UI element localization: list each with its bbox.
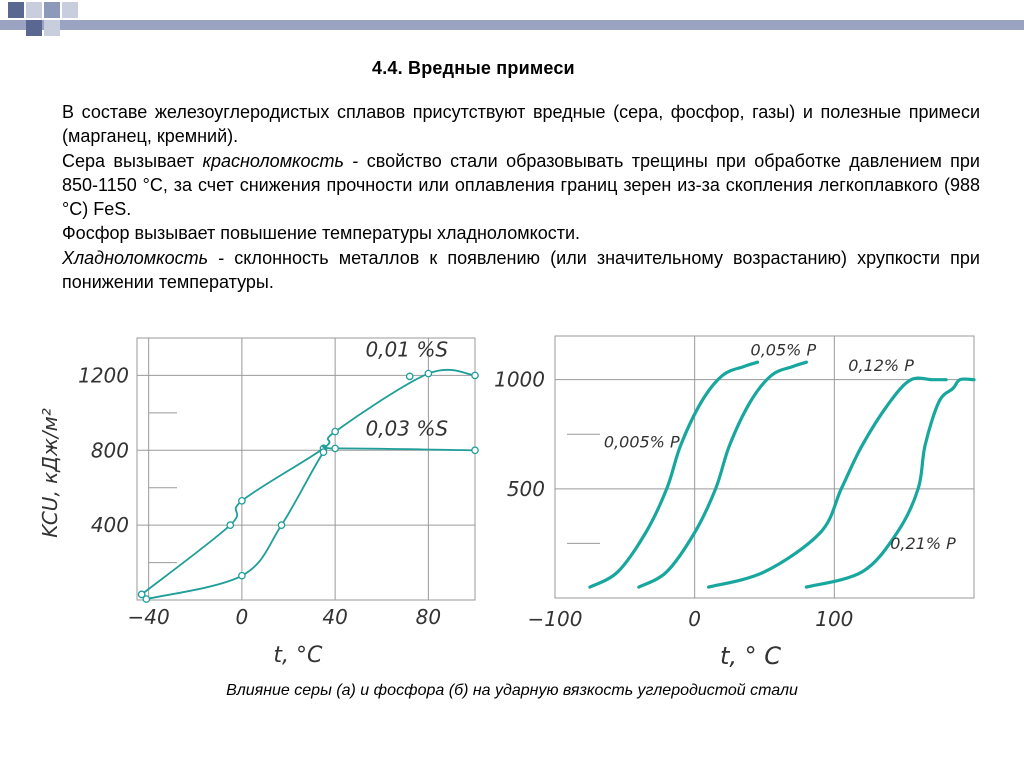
decor-square xyxy=(62,2,78,18)
data-point xyxy=(278,522,284,528)
x-axis-label: t, ° C xyxy=(720,642,782,670)
series-line xyxy=(806,379,974,587)
slide-title: 4.4. Вредные примеси xyxy=(372,58,575,78)
data-point xyxy=(227,522,233,528)
figure-caption: Влияние серы (а) и фосфора (б) на ударную вязкость углеродистой стали xyxy=(226,682,798,699)
paragraph-3: Фосфор вызывает повышение температуры хладноломкости. xyxy=(62,223,581,244)
slide-body xyxy=(62,100,980,294)
data-point xyxy=(239,572,245,578)
x-tick-label: 0 xyxy=(688,607,702,631)
decorative-top-bar xyxy=(0,0,1024,48)
x-tick-label: 100 xyxy=(815,607,854,631)
top-bar-line xyxy=(0,12,1024,30)
plot-frame xyxy=(137,338,475,600)
series-line xyxy=(590,362,758,587)
term-krasnolomkost: красноломкость xyxy=(202,150,344,171)
y-tick-label: 500 xyxy=(506,476,545,501)
x-axis-label: t, °C xyxy=(273,643,323,668)
data-point xyxy=(320,449,326,455)
x-tick-label: −40 xyxy=(127,605,170,629)
decor-square xyxy=(26,20,42,36)
data-point xyxy=(472,447,478,453)
paragraph-1: В составе железоуглеродистых сплавов присутствуют вредные (сера, фосфор, газы) и полезные примеси (марганец, кремний). xyxy=(62,102,980,147)
chart-phosphorus xyxy=(494,328,980,678)
paragraph-2-rest: - свойство стали образовывать трещины при обработке давлением при 850-1150 °С, за счет снижения прочности или оплавления границ зерен из-за скопления легкоплавкого (988 °С) FeS. xyxy=(62,150,980,220)
series-label: 0,005% P xyxy=(603,432,680,452)
data-point xyxy=(332,428,338,434)
data-point xyxy=(472,372,478,378)
paragraph-4-rest: - склонность металлов к появлению (или значительному возрастанию) хрупкости при понижении температуры. xyxy=(62,247,980,293)
y-tick-label: 1200 xyxy=(78,363,129,388)
paragraph-2-prefix: Сера вызывает xyxy=(62,150,203,171)
x-tick-label: 80 xyxy=(415,605,442,629)
data-point xyxy=(425,370,431,376)
series-line xyxy=(142,370,475,595)
series-label: 0,21% P xyxy=(890,533,956,553)
y-tick-label: 400 xyxy=(90,513,129,538)
y-axis-label: KCU, кДж/м² xyxy=(38,408,62,538)
paragraph-4 xyxy=(62,246,980,295)
y-tick-label: 1000 xyxy=(494,367,545,392)
series-label: 0,05% P xyxy=(750,340,817,360)
decor-square xyxy=(44,2,60,18)
data-point xyxy=(239,498,245,504)
decor-square xyxy=(8,2,24,18)
paragraph-2 xyxy=(62,149,980,222)
series-line xyxy=(146,445,475,599)
y-tick-label: 800 xyxy=(90,438,129,463)
data-point xyxy=(143,596,149,602)
decor-square xyxy=(44,20,60,36)
plot-frame xyxy=(555,336,974,598)
series-label: 0,03 %S xyxy=(365,416,449,441)
data-point xyxy=(332,445,338,451)
series-line xyxy=(639,362,807,587)
x-tick-label: −100 xyxy=(527,607,583,631)
decor-square xyxy=(26,2,42,18)
series-label: 0,01 %S xyxy=(365,337,449,362)
series-label: 0,12% P xyxy=(848,355,914,375)
x-tick-label: 0 xyxy=(235,605,249,629)
term-khladnolomkost: Хладноломкость xyxy=(62,247,209,268)
data-point xyxy=(407,373,413,379)
chart-sulfur xyxy=(30,328,480,678)
x-tick-label: 40 xyxy=(322,605,348,629)
